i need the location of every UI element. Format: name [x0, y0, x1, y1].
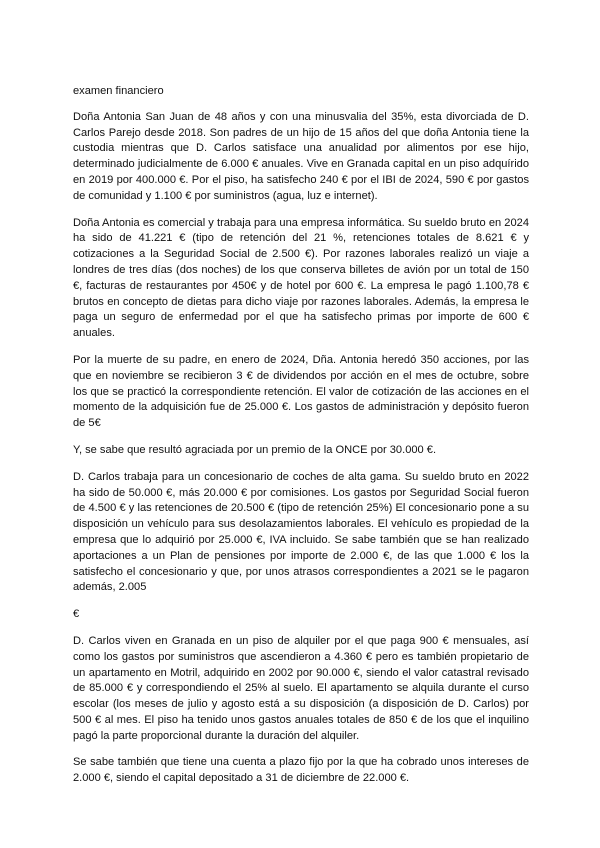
- paragraph-antonia-work: Doña Antonia es comercial y trabaja para una empresa informática. Su sueldo bruto en 2024 ha sido de 41.221 € (tipo de retención del 21 %, retenciones totales de 8.621 € y cotizaciones a la Seguridad Social de 2.500 €). Por razones laborales realizó un viaje a londres de tres días (dos noches) de los que conserva billetes de avión por un total de 150 €, facturas de restaurantes por 450€ y de hotel por 600 €. La empresa le pagó 1.100,78 € brutos en concepto de dietas para dicho viaje por razones laborales. Además, la empresa le paga un seguro de enfermedad por el que ha satisfecho primas por importe de 600 € anuales.: [73, 216, 529, 340]
- paragraph-euro-sign: €: [73, 608, 80, 621]
- paragraph-inheritance: Por la muerte de su padre, en enero de 2024, Dña. Antonia heredó 350 acciones, por las que en noviembre se recibieron 3 € de dividendos por acción en el mes de octubre, sobre los que se practicó la correspondiente retención. El valor de cotización de las acciones en el momento de la adquisición fue de 25.000 €. Los gastos de administración y depósito fueron de 5€: [73, 353, 529, 430]
- document-body: [73, 84, 529, 798]
- paragraph-antonia-personal: Doña Antonia San Juan de 48 años y con una minusvalia del 35%, esta divorciada de D. Carlos Parejo desde 2018. Son padres de un hijo de 15 años del que doña Antonia tiene la custodia mientras que D. Carlos satisface una anualidad por alimentos por ese hijo, determinado judicialmente de 6.000 € anuales. Vive en Granada capital en un piso adquírido en 2019 por 400.000 €. Por el piso, ha satisfecho 240 € por el IBI de 2024, 590 € por gastos de comunidad y 1.100 € por suministros (agua, luz e internet).: [73, 110, 529, 202]
- paragraph-carlos-work: D. Carlos trabaja para un concesionario de coches de alta gama. Su sueldo bruto en 2022 ha sido de 50.000 €, más 20.000 € por comisiones. Los gastos por Seguridad Social fueron de 4.500 € y las retenciones de 20.500 € (tipo de retención 25%) El concesionario pone a su disposición un vehículo para sus desolazamientos laborales. El vehículo es propiedad de la empresa que lo adquirió por 25.000 €, IVA incluido. Se sabe también que se han realizado aportaciones a un Plan de pensiones por importe de 2.000 €, de las que 1.000 € los la satisfecho el concesionario y que, por unos atrasos correspondientes a 2021 se le pagaron además, 2.005: [73, 470, 529, 594]
- paragraph-fixed-deposit: Se sabe también que tiene una cuenta a plazo fijo por la que ha cobrado unos intereses de 2.000 €, siendo el capital depositado a 31 de diciembre de 22.000 €.: [73, 756, 529, 785]
- paragraph-carlos-housing: D. Carlos viven en Granada en un piso de alquiler por el que paga 900 € mensuales, así como los gastos por suministros que ascendieron a 4.360 € pero es también propietario de un apartamento en Motril, adquirido en 2002 por 90.000 €, siendo el valor catastral revisado de 85.000 € y correspondiendo el 25% al suelo. El apartamento se alquila durante el curso escolar (los meses de julio y agosto está a su disposición (a disposición de D. Carlos) por 500 € al mes. El piso ha tenido unos gastos anuales totales de 850 € de los que el inquilino pagó la parte proporcional durante la duración del alquiler.: [73, 634, 529, 742]
- paragraph-once-prize: Y, se sabe que resultó agraciada por un premio de la ONCE por 30.000 €.: [73, 443, 437, 456]
- document-title: examen financiero: [73, 85, 164, 97]
